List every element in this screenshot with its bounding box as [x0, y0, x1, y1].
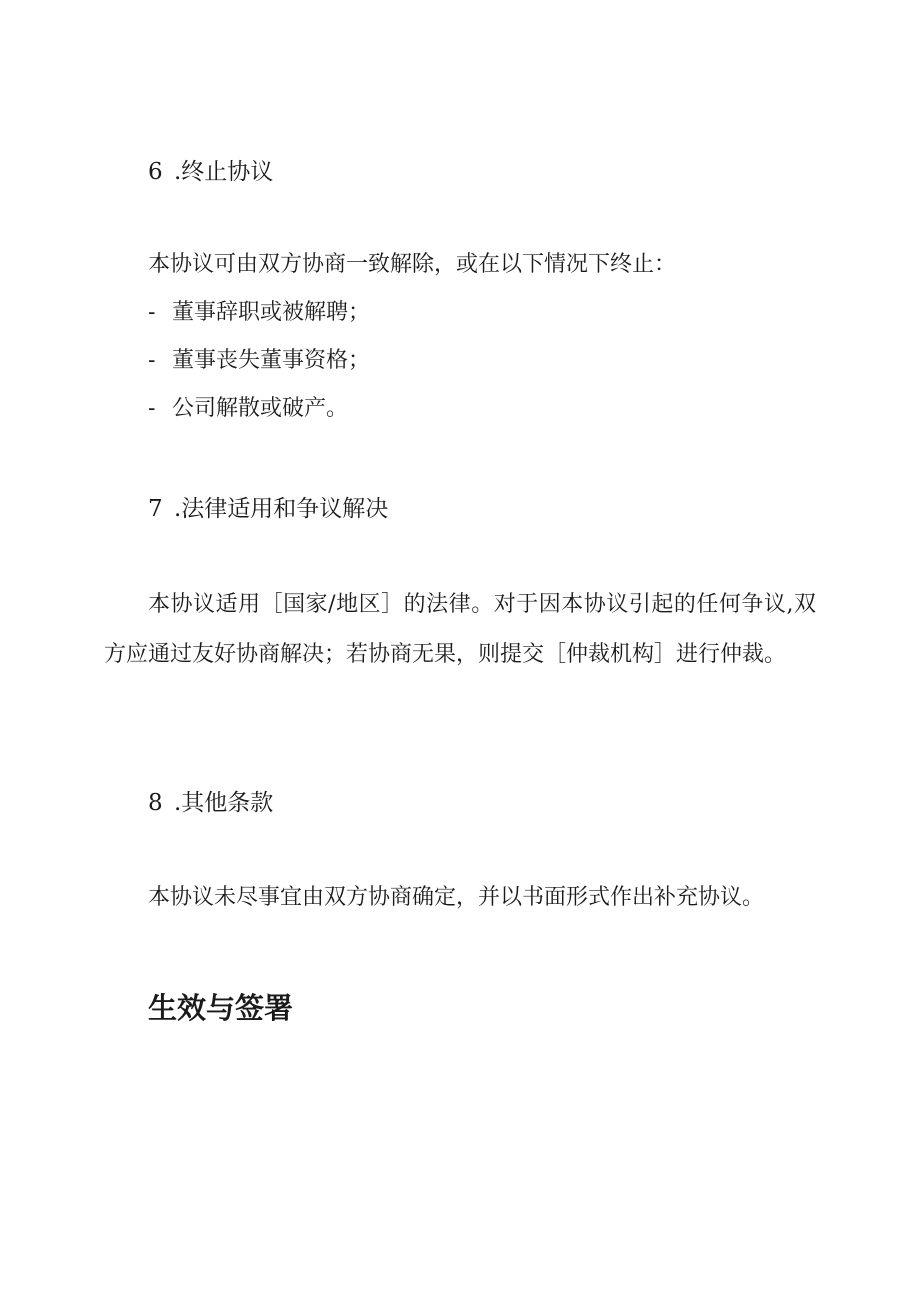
section-8-heading: [148, 788, 273, 818]
list-bullet: -: [148, 396, 156, 421]
section-8-body: 本协议未尽事宜由双方协商确定，并以书面形式作出补充协议。: [148, 885, 765, 910]
section-7-body: 本协议适用［国家/地区］的法律。对于因本协议引起的任何争议,双方应通过友好协商解决；若协商无果，则提交［仲裁机构］进行仲裁。: [104, 592, 816, 667]
list-item-text: 公司解散或破产。: [172, 396, 349, 421]
effectiveness-signing-title: 生效与签署: [148, 991, 294, 1025]
list-item: [148, 394, 348, 424]
section-7-number: 7: [148, 496, 163, 522]
section-6-title: .终止协议: [174, 159, 274, 185]
section-7-heading: [148, 494, 388, 524]
list-item: [148, 346, 370, 376]
section-6-intro: 本协议可由双方协商一致解除，或在以下情况下终止：: [148, 252, 677, 277]
list-bullet: -: [148, 348, 156, 373]
list-item: [148, 298, 370, 328]
section-7-title: .法律适用和争议解决: [174, 496, 389, 522]
list-bullet: -: [148, 300, 156, 325]
list-item-text: 董事丧失董事资格；: [172, 348, 371, 373]
section-8-number: 8: [148, 790, 163, 816]
section-6-heading: [148, 157, 273, 187]
section-8-title: .其他条款: [174, 790, 274, 816]
section-6-number: 6: [148, 159, 163, 185]
list-item-text: 董事辞职或被解聘；: [172, 300, 371, 325]
